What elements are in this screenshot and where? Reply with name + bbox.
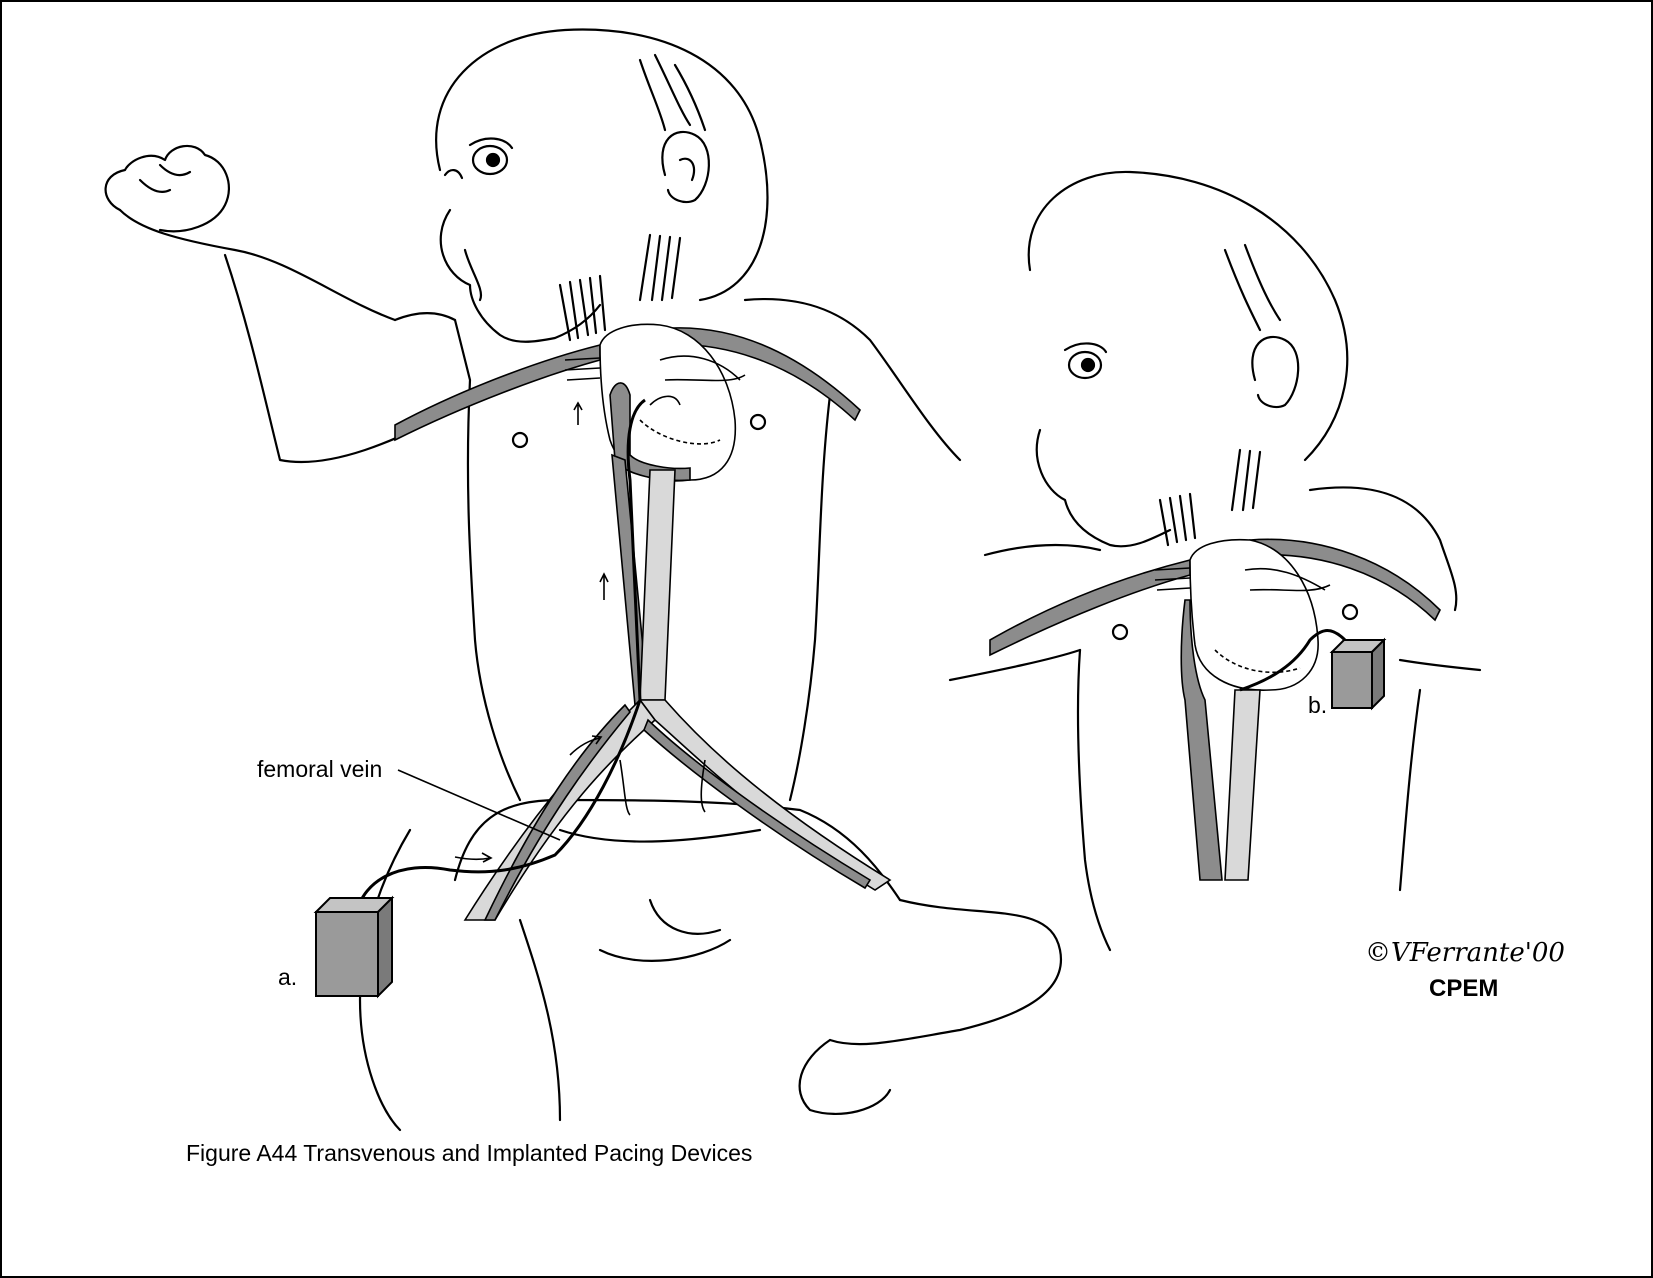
pacemaker-device-b: [1332, 640, 1384, 708]
infant-a: [106, 30, 1061, 1130]
aorta-b: [1225, 690, 1260, 880]
device-b-label: b.: [1308, 692, 1328, 718]
infant-b-head: [1029, 172, 1348, 460]
femoral-vein-label: femoral vein: [257, 756, 383, 782]
infant-a-ear: [662, 132, 709, 202]
infant-b-ear: [1252, 337, 1298, 407]
figure-caption: Figure A44 Transvenous and Implanted Pacing Devices: [186, 1140, 753, 1166]
artist-signature: ©VFerrante'00: [1365, 938, 1565, 968]
venous-system-a: [355, 324, 890, 920]
pacemaker-device-a: [316, 898, 392, 996]
infant-a-head: [436, 30, 767, 300]
device-a-label: a.: [278, 964, 298, 990]
infant-a-leg-right: [830, 900, 1061, 1044]
infant-a-torso: [395, 313, 455, 320]
infant-a-fist: [106, 146, 229, 231]
pacing-lead-a: [355, 400, 645, 920]
infant-b-face: [1037, 430, 1170, 546]
organization-credit: CPEM: [1429, 975, 1499, 1002]
venous-system-b: [990, 539, 1440, 880]
infant-a-arm: [120, 210, 395, 320]
heart-b: [1190, 540, 1318, 690]
aorta-a: [640, 470, 675, 700]
